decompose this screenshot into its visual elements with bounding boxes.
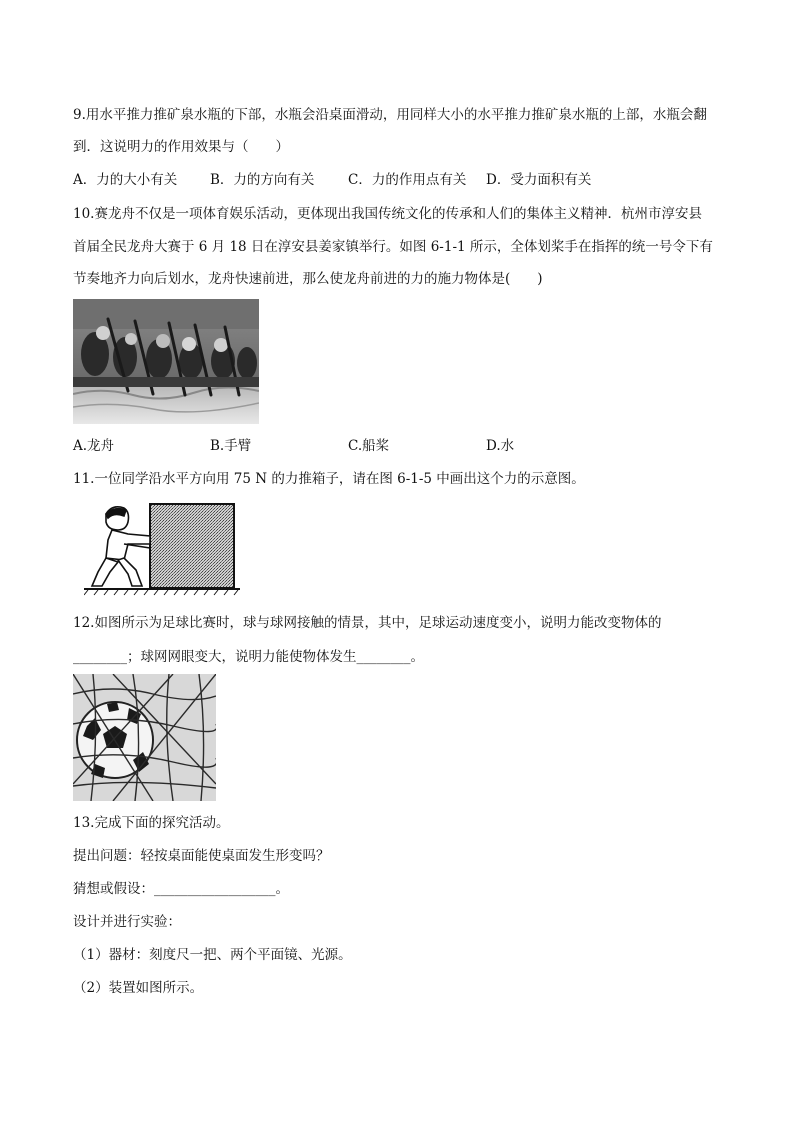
q10-stem-line2: 首届全民龙舟大赛于 6 月 18 日在淳安县姜家镇举行。如图 6-1-1 所示，全体划桨手在指挥的统一号令下有 (73, 239, 713, 255)
football-net-photo (73, 674, 216, 801)
q12-stem-line1: 12.如图所示为足球比赛时，球与球网接触的情景，其中，足球运动速度变小，说明力能改变物体的 (73, 615, 662, 631)
q9-option-d: D．受力面积有关 (486, 172, 592, 188)
q13-hypothesis: 猜想或假设：__________________。 (73, 881, 289, 897)
q9-option-c: C．力的作用点有关 (348, 172, 467, 188)
q9-option-a: A．力的大小有关 (73, 172, 178, 188)
q9-option-b: B．力的方向有关 (210, 172, 315, 188)
q9-stem-line2: 到．这说明力的作用效果与（ ） (73, 139, 289, 155)
q13-design: 设计并进行实验： (73, 914, 181, 930)
q10-option-d: D.水 (486, 438, 515, 454)
q9-stem-line1: 9.用水平推力推矿泉水瓶的下部，水瓶会沿桌面滑动，用同样大小的水平推力推矿泉水瓶的上部，水瓶会翻 (73, 107, 707, 123)
q13-question: 提出问题：轻按桌面能使桌面发生形变吗？ (73, 848, 330, 864)
q13-title: 13.完成下面的探究活动。 (73, 815, 230, 831)
q13-setup: （2）装置如图所示。 (73, 980, 204, 996)
q13-materials: （1）器材：刻度尺一把、两个平面镜、光源。 (73, 947, 352, 963)
boy-pushing-box-figure (84, 500, 240, 596)
q10-option-c: C.船桨 (348, 438, 390, 454)
q10-option-a: A.龙舟 (73, 438, 115, 454)
q11-stem: 11.一位同学沿水平方向用 75 N 的力推箱子，请在图 6-1-5 中画出这个力的示意图。 (73, 471, 585, 487)
q10-stem-line3: 节奏地齐力向后划水，龙舟快速前进，那么使龙舟前进的力的施力物体是( ) (73, 271, 543, 287)
q10-stem-line1: 10.赛龙舟不仅是一项体育娱乐活动，更体现出我国传统文化的传承和人们的集体主义精神．杭州市淳安县 (73, 206, 702, 222)
dragon-boat-photo (73, 299, 259, 424)
q12-stem-line2: ________；球网网眼变大，说明力能使物体发生________。 (73, 649, 424, 665)
q10-option-b: B.手臂 (210, 438, 252, 454)
